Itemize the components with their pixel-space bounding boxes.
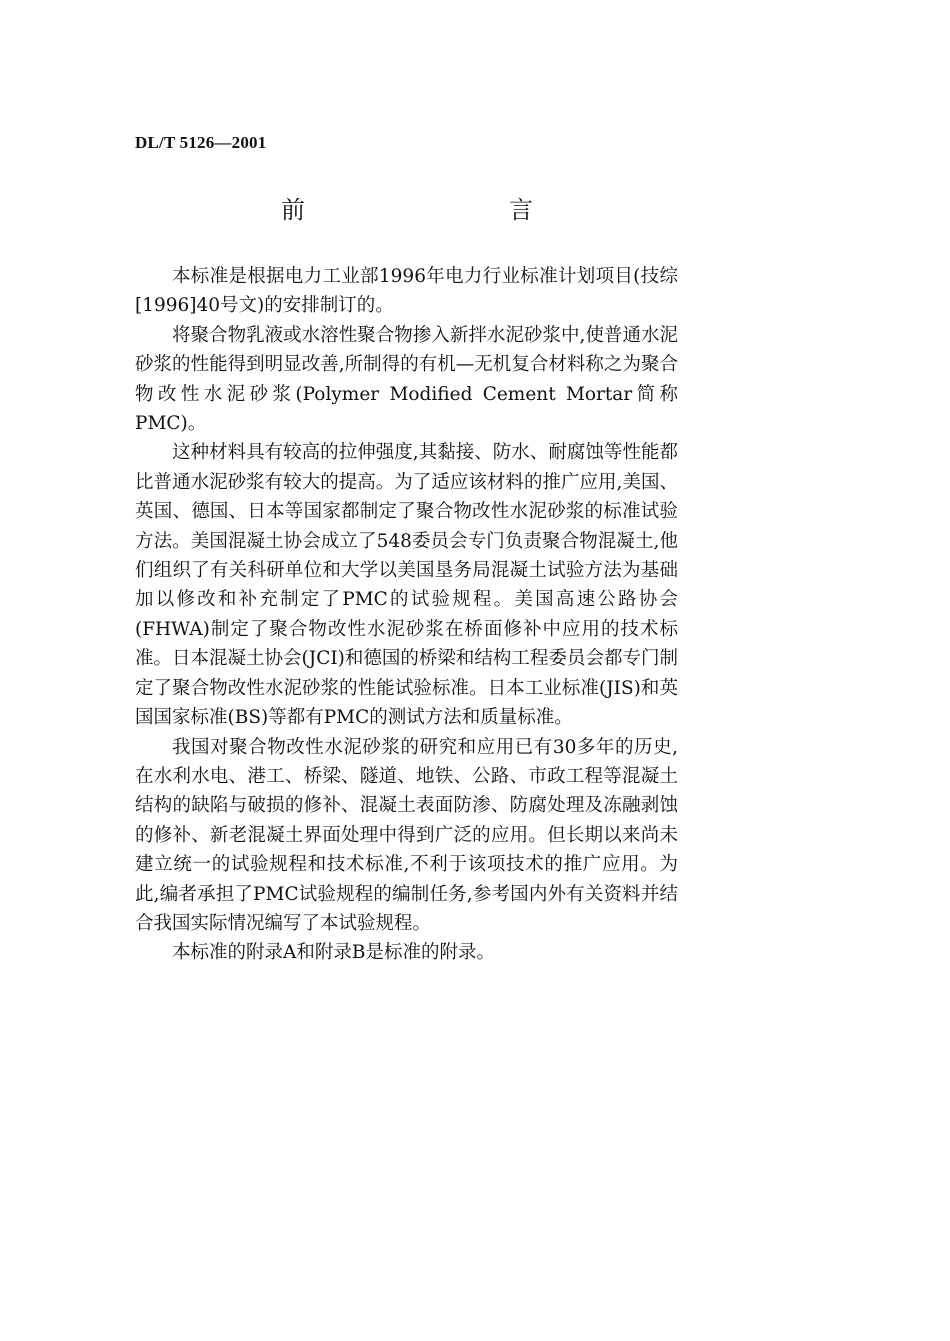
standard-code: DL/T 5126—2001 — [135, 133, 267, 152]
paragraph-5: 本标准的附录A和附录B是标准的附录。 — [172, 942, 495, 964]
paragraph-1: 本标准是根据电力工业部1996年电力行业标准计划项目(技综[1996]40号文)的安排制订的。 — [135, 266, 678, 317]
paragraph-2: 将聚合物乳液或水溶性聚合物掺入新拌水泥砂浆中,使普通水泥砂浆的性能得到明显改善,所制得的有机—无机复合材料称之为聚合物改性水泥砂浆(Polymer Modified Cement Mortar简称PMC)。 — [135, 324, 678, 435]
page-title: 前 言 — [281, 196, 585, 224]
foreword-body — [135, 262, 678, 968]
paragraph-4: 我国对聚合物改性水泥砂浆的研究和应用已有30多年的历史,在水利水电、港工、桥梁、隧道、地铁、公路、市政工程等混凝土结构的缺陷与破损的修补、混凝土表面防渗、防腐处理及冻融剥蚀的修补、新老混凝土界面处理中得到广泛的应用。但长期以来尚未建立统一的试验规程和技术标准,不利于该项技术的推广应用。为此,编者承担了PMC试验规程的编制任务,参考国内外有关资料并结合我国实际情况编写了本试验规程。 — [135, 736, 678, 934]
paragraph-3: 这种材料具有较高的拉伸强度,其黏接、防水、耐腐蚀等性能都比普通水泥砂浆有较大的提高。为了适应该材料的推广应用,美国、英国、德国、日本等国家都制定了聚合物改性水泥砂浆的标准试验方法。美国混凝土协会成立了548委员会专门负责聚合物混凝土,他们组织了有关科研单位和大学以美国垦务局混凝土试验方法为基础加以修改和补充制定了PMC的试验规程。美国高速公路协会(FHWA)制定了聚合物改性水泥砂浆在桥面修补中应用的技术标准。日本混凝土协会(JCI)和德国的桥梁和结构工程委员会都专门制定了聚合物改性水泥砂浆的性能试验标准。日本工业标准(JIS)和英国国家标准(BS)等都有PMC的测试方法和质量标准。 — [135, 442, 678, 729]
